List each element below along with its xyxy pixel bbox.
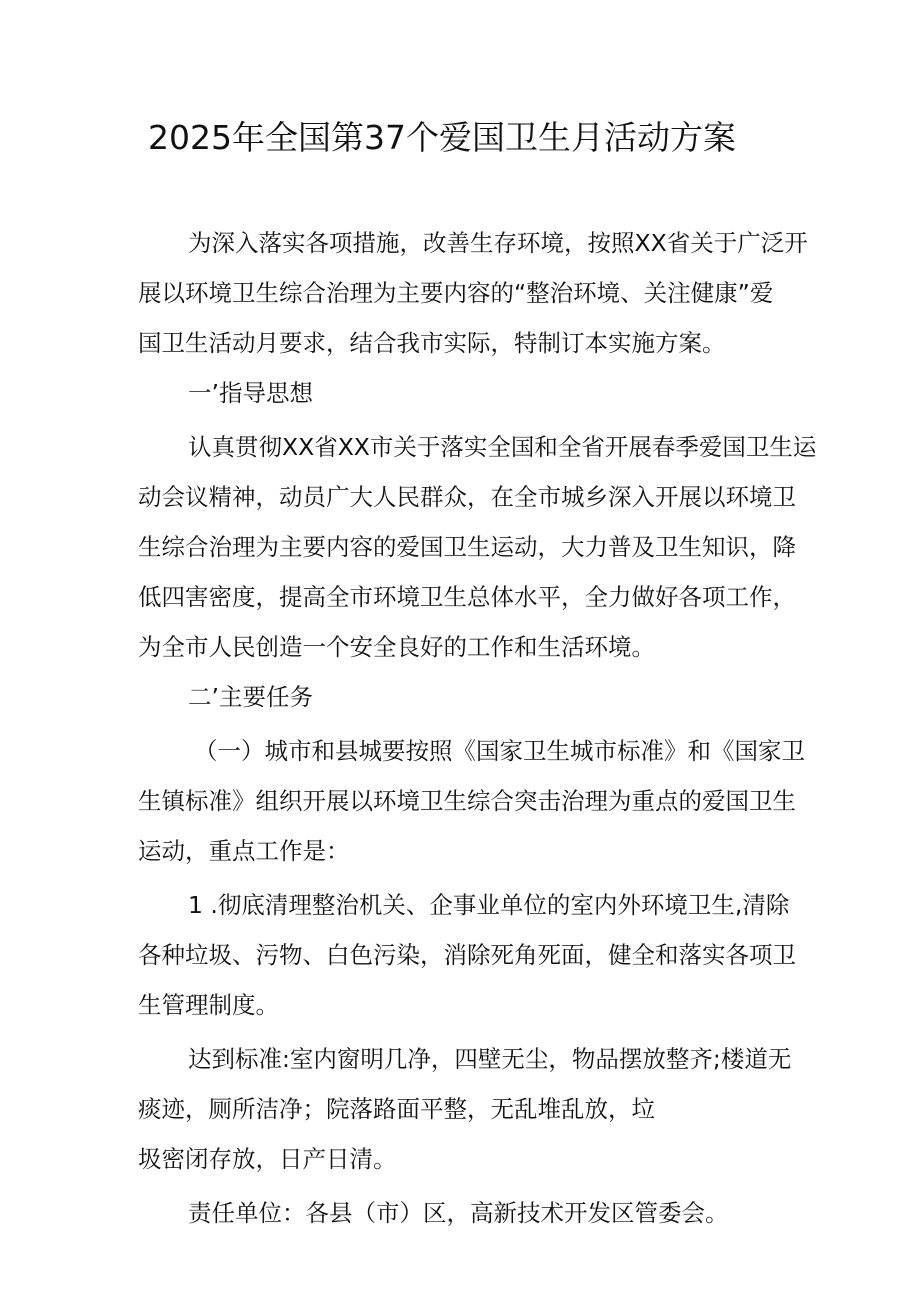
paragraph-line: 生管理制度。	[138, 991, 279, 1019]
paragraph-line: 展以环境卫生综合治理为主要内容的“整治环境、关注健康”爱	[138, 279, 774, 307]
paragraph-line: 痰迹，厕所洁净；院落路面平整，无乱堆乱放，垃	[138, 1095, 655, 1123]
document-title: 2025年全国第37个爱国卫生月活动方案	[148, 118, 736, 157]
paragraph-line: 圾密闭存放，日产日清。	[138, 1145, 397, 1173]
list-item-line: 1 .彻底清理整治机关、企事业单位的室内外环境卫生,清除	[188, 891, 790, 919]
document-body	[138, 218, 817, 1238]
paragraph-line: 达到标准:室内窗明几净，四壁无尘，物品摆放整齐;楼道无	[188, 1045, 792, 1073]
paragraph-line: 生综合治理为主要内容的爱国卫生运动，大力普及卫生知识，降	[138, 533, 796, 561]
paragraph-line: 责任单位：各县（市）区，高新技术开发区管委会。	[188, 1199, 729, 1227]
paragraph-line: 生镇标准》组织开展以环境卫生综合突击治理为重点的爱国卫生	[138, 787, 796, 815]
paragraph-line: 为全市人民创造一个安全良好的工作和生活环境。	[138, 633, 655, 661]
paragraph-line: 运动，重点工作是：	[138, 837, 350, 865]
paragraph-line: 认真贯彻XX省XX市关于落实全国和全省开展春季爱国卫生运	[188, 433, 817, 461]
section-heading: 二’主要任务	[188, 683, 313, 711]
paragraph-line: 各种垃圾、污物、白色污染，消除死角死面，健全和落实各项卫	[138, 941, 796, 969]
paragraph-line: 低四害密度，提高全市环境卫生总体水平，全力做好各项工作，	[138, 583, 796, 611]
paragraph-line: （一）城市和县城要按照《国家卫生城市标准》和《国家卫	[194, 737, 805, 765]
section-heading: 一’指导思想	[188, 379, 313, 407]
paragraph-line: 动会议精神，动员广大人民群众，在全市城乡深入开展以环境卫	[138, 483, 796, 511]
paragraph-line: 为深入落实各项措施，改善生存环境，按照XX省关于广泛开	[188, 229, 808, 257]
paragraph-line: 国卫生活动月要求，结合我市实际，特制订本实施方案。	[138, 329, 726, 357]
